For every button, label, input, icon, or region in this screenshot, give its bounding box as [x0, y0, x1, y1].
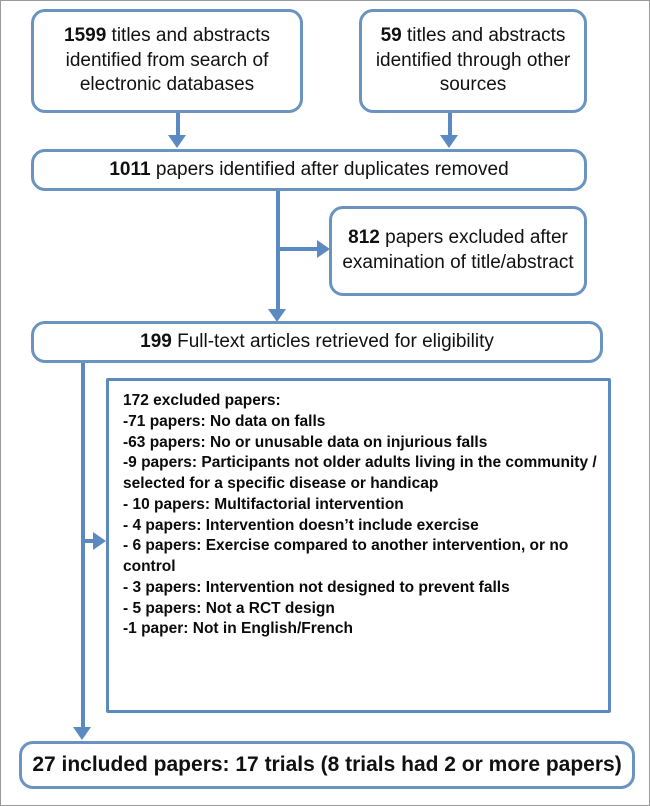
exclusion-list-item: - 3 papers: Intervention not designed to prevent falls [123, 578, 510, 596]
exclusion-list-item: -63 papers: No or unusable data on injurious falls [123, 433, 488, 451]
connector-duplicates-to-excluded [276, 247, 320, 251]
box-included-papers [19, 741, 635, 789]
excluded-title-abstract-count: 812 [348, 227, 380, 249]
arrow-other-sources-to-duplicates-icon [440, 135, 458, 148]
exclusion-list-item: - 5 papers: Not a RCT design [123, 599, 335, 617]
exclusion-list-item: -1 paper: Not in English/French [123, 620, 353, 638]
records-from-other-sources-count: 59 [380, 24, 402, 46]
records-from-other-sources-label: titles and abstracts identified through other sources [375, 24, 571, 96]
exclusion-list-item: - 4 papers: Intervention doesn’t include exercise [123, 516, 479, 534]
box-full-text-retrieved-text [140, 330, 494, 355]
exclusion-list-heading: 172 excluded papers: [123, 392, 281, 409]
box-records-from-other-sources [359, 9, 587, 113]
exclusion-list-item: - 6 papers: Exercise compared to another intervention, or no control [123, 537, 569, 576]
connector-databases-to-duplicates [176, 113, 180, 137]
included-papers-text: 27 included papers: 17 trials (8 trials had 2 or more papers) [32, 753, 622, 777]
duplicates-removed-label: papers identified after duplicates removed [150, 158, 509, 180]
connector-other-sources-to-duplicates [448, 113, 452, 137]
duplicates-removed-count: 1011 [109, 158, 151, 180]
exclusion-list-item: -9 papers: Participants not older adults living in the community / selected for a specific disease or handicap [123, 454, 597, 493]
records-from-databases-count: 1599 [64, 24, 107, 46]
arrow-databases-to-duplicates-icon [168, 135, 186, 148]
records-from-databases-label: titles and abstracts identified from search of electronic databases [65, 24, 270, 96]
box-records-from-other-sources-text [370, 24, 576, 98]
full-text-retrieved-label: Full-text articles retrieved for eligibility [171, 330, 494, 352]
box-records-from-databases [31, 9, 303, 113]
exclusion-list-item: - 10 papers: Multifactorial intervention [123, 495, 404, 513]
full-text-retrieved-count: 199 [140, 330, 172, 352]
box-duplicates-removed-text [109, 158, 508, 183]
box-exclusion-reasons-list [106, 378, 611, 713]
arrow-fulltext-to-included-icon [73, 727, 91, 740]
arrow-fulltext-to-exclusion-list-icon [93, 532, 106, 550]
box-duplicates-removed [31, 149, 587, 191]
box-excluded-after-title-abstract [329, 206, 587, 296]
box-full-text-retrieved [31, 321, 603, 363]
box-records-from-databases-text [42, 24, 292, 98]
excluded-title-abstract-label: papers excluded after examination of title/abstract [342, 227, 574, 273]
connector-fulltext-trunk [81, 363, 85, 731]
box-excluded-after-title-abstract-text [340, 226, 576, 275]
connector-duplicates-trunk [276, 191, 280, 313]
exclusion-list-item: -71 papers: No data on falls [123, 412, 326, 430]
